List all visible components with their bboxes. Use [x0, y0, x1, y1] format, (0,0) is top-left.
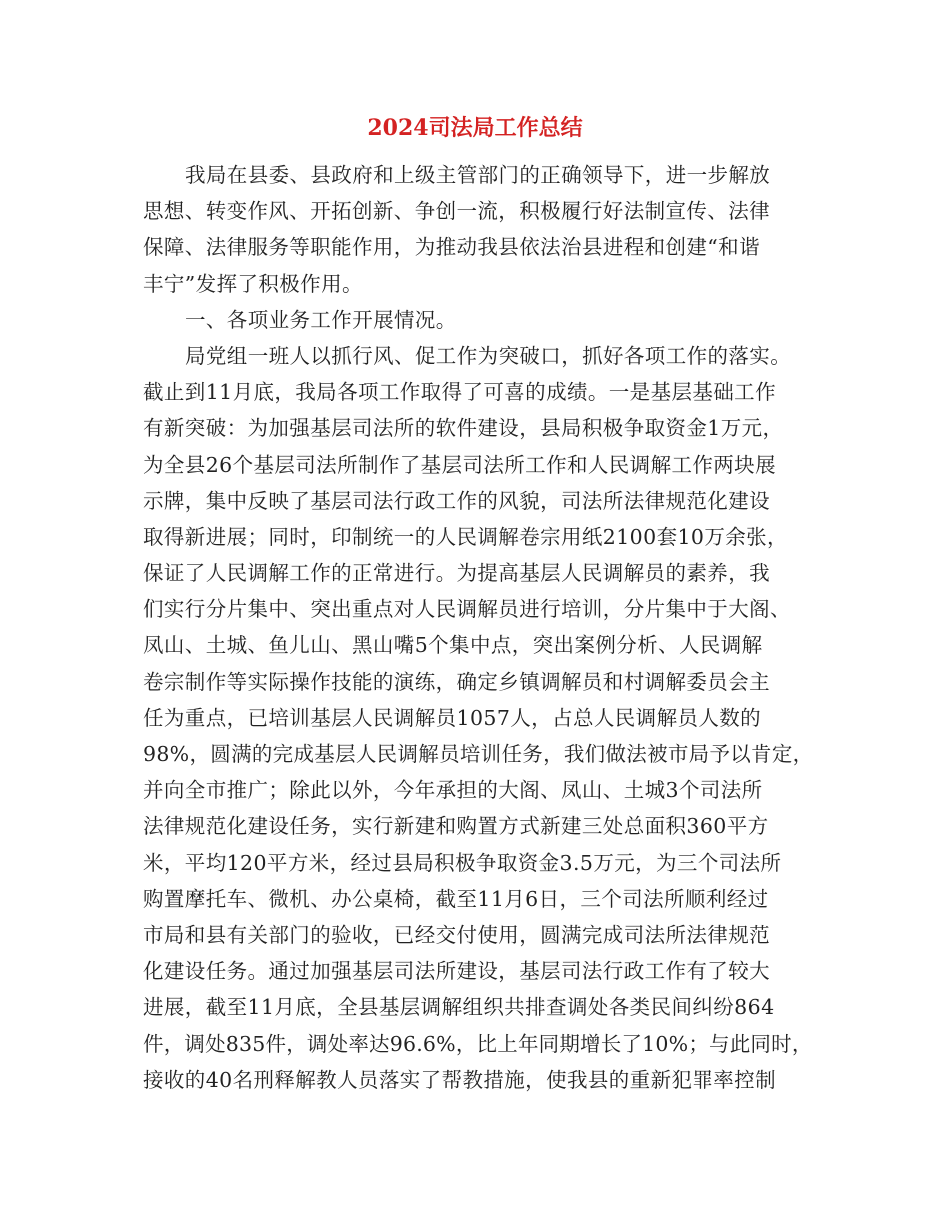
body-line: 我局在县委、县政府和上级主管部门的正确领导下，进一步解放	[185, 163, 771, 187]
body-line: 购置摩托车、微机、办公桌椅，截至11月6日，三个司法所顺利经过	[143, 886, 769, 911]
body-line: 凤山、土城、鱼儿山、黑山嘴5个集中点，突出案例分析、人民调解	[143, 633, 763, 658]
body-line: 件，调处835件，调处率达96.6%，比上年同期增长了10%；与此同时，	[143, 1031, 813, 1056]
body-line: 化建设任务。通过加强基层司法所建设，基层司法行政工作有了较大	[143, 959, 770, 984]
body-line: 法律规范化建设任务，实行新建和购置方式新建三处总面积360平方	[143, 814, 769, 839]
body-line: 进展，截至11月底，全县基层调解组织共排查调处各类民间纠纷864	[143, 995, 775, 1020]
body-line: 市局和县有关部门的验收，已经交付使用，圆满完成司法所法律规范	[143, 922, 770, 947]
body-line: 丰宁”发挥了积极作用。	[143, 271, 363, 296]
body-line: 保障、法律服务等职能作用，为推动我县依法治县进程和创建“和谐	[143, 235, 760, 260]
body-line: 局党组一班人以抓行风、促工作为突破口，抓好各项工作的落实。	[185, 343, 792, 368]
body-line: 取得新进展；同时，印制统一的人民调解卷宗用纸2100套10万余张，	[143, 524, 788, 549]
document-body	[143, 157, 815, 1098]
body-line: 示牌，集中反映了基层司法行政工作的风貌，司法所法律规范化建设	[143, 488, 770, 513]
body-line: 截止到11月底，我局各项工作取得了可喜的成绩。一是基层基础工作	[143, 380, 776, 405]
body-line: 任为重点，已培训基层人民调解员1057人，占总人民调解员人数的	[143, 705, 762, 730]
body-line: 有新突破：为加强基层司法所的软件建设，县局积极争取资金1万元，	[143, 416, 784, 441]
body-line: 并向全市推广；除此以外，今年承担的大阁、凤山、土城3个司法所	[143, 778, 763, 803]
body-line: 接收的40名刑释解教人员落实了帮教措施，使我县的重新犯罪率控制	[143, 1067, 776, 1092]
body-line: 为全县26个基层司法所制作了基层司法所工作和人民调解工作两块展	[143, 452, 776, 477]
body-line: 保证了人民调解工作的正常进行。为提高基层人民调解员的素养，我	[143, 561, 770, 586]
section-heading: 一、各项业务工作开展情况。	[185, 307, 457, 332]
body-line: 思想、转变作风、开拓创新、争创一流，积极履行好法制宣传、法律	[143, 199, 770, 224]
body-line: 98%，圆满的完成基层人民调解员培训任务，我们做法被市局予以肯定，	[143, 742, 814, 766]
body-line: 们实行分片集中、突出重点对人民调解员进行培训，分片集中于大阁、	[143, 597, 791, 622]
body-line: 米，平均120平方米，经过县局积极争取资金3.5万元，为三个司法所	[143, 850, 782, 875]
body-line: 卷宗制作等实际操作技能的演练，确定乡镇调解员和村调解委员会主	[143, 669, 770, 694]
document-title: 2024司法局工作总结	[367, 115, 583, 141]
